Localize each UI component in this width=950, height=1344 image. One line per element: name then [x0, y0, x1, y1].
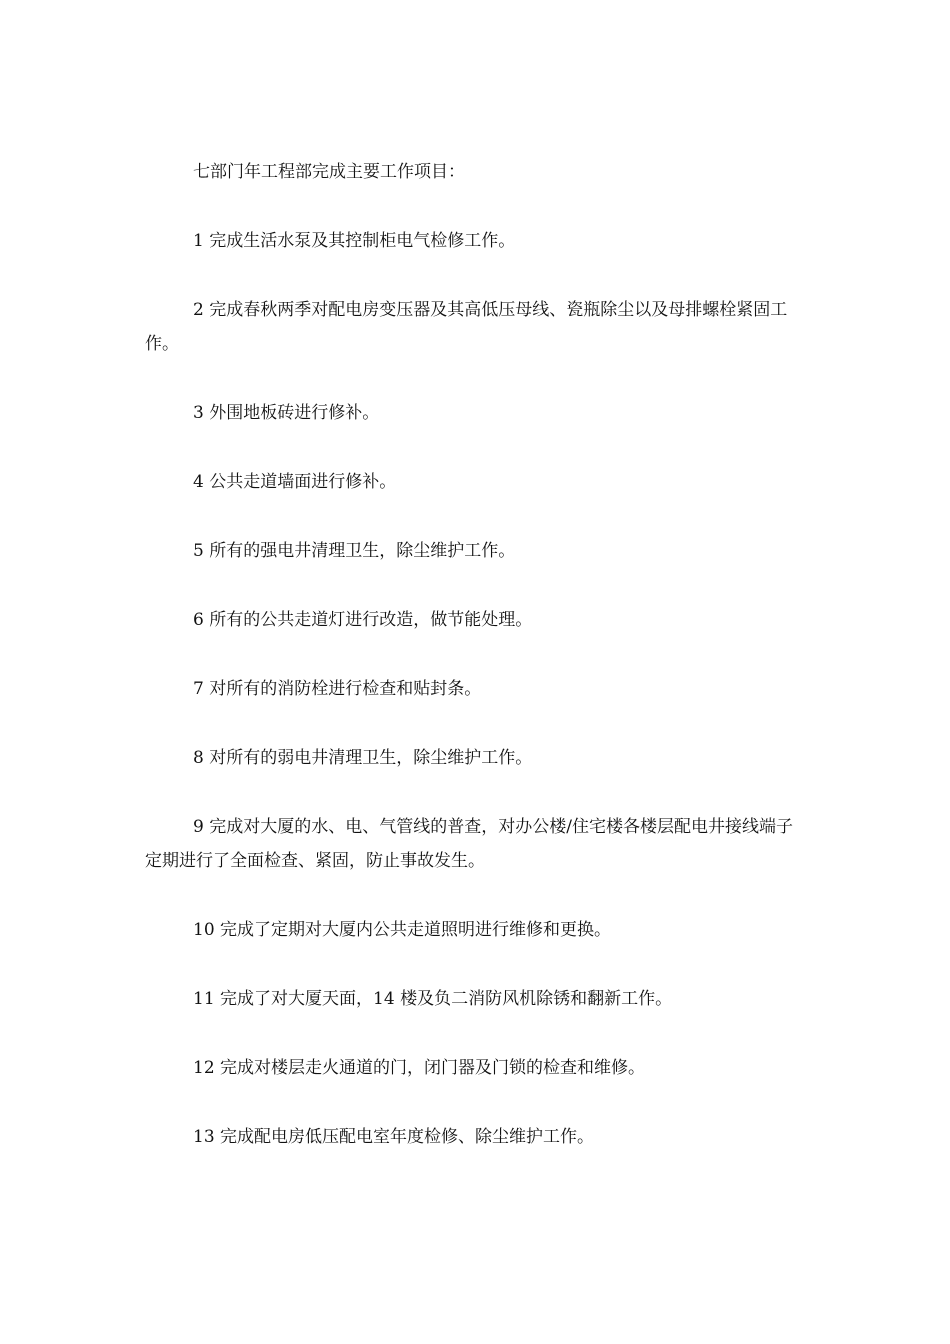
list-item: 10 完成了定期对大厦内公共走道照明进行维修和更换。 — [193, 920, 612, 940]
list-item: 5 所有的强电井清理卫生，除尘维护工作。 — [193, 541, 516, 561]
document-heading: 七部门年工程部完成主要工作项目： — [193, 162, 465, 182]
list-item: 12 完成对楼层走火通道的门，闭门器及门锁的检查和维修。 — [193, 1058, 646, 1078]
list-item: 9 完成对大厦的水、电、气管线的普查，对办公楼/住宅楼各楼层配电井接线端子定期进行了全面检查、紧固，防止事故发生。 — [145, 817, 793, 871]
list-item: 6 所有的公共走道灯进行改造，做节能处理。 — [193, 610, 533, 630]
list-item: 7 对所有的消防栓进行检查和贴封条。 — [193, 679, 482, 699]
list-item: 3 外围地板砖进行修补。 — [193, 403, 380, 423]
list-item: 1 完成生活水泵及其控制柜电气检修工作。 — [193, 231, 516, 251]
list-item: 4 公共走道墙面进行修补。 — [193, 472, 397, 492]
list-item: 8 对所有的弱电井清理卫生，除尘维护工作。 — [193, 748, 533, 768]
list-item: 11 完成了对大厦天面，14 楼及负二消防风机除锈和翻新工作。 — [193, 989, 673, 1009]
list-item: 2 完成春秋两季对配电房变压器及其高低压母线、瓷瓶除尘以及母排螺栓紧固工作。 — [145, 300, 788, 354]
list-item: 13 完成配电房低压配电室年度检修、除尘维护工作。 — [193, 1127, 595, 1147]
